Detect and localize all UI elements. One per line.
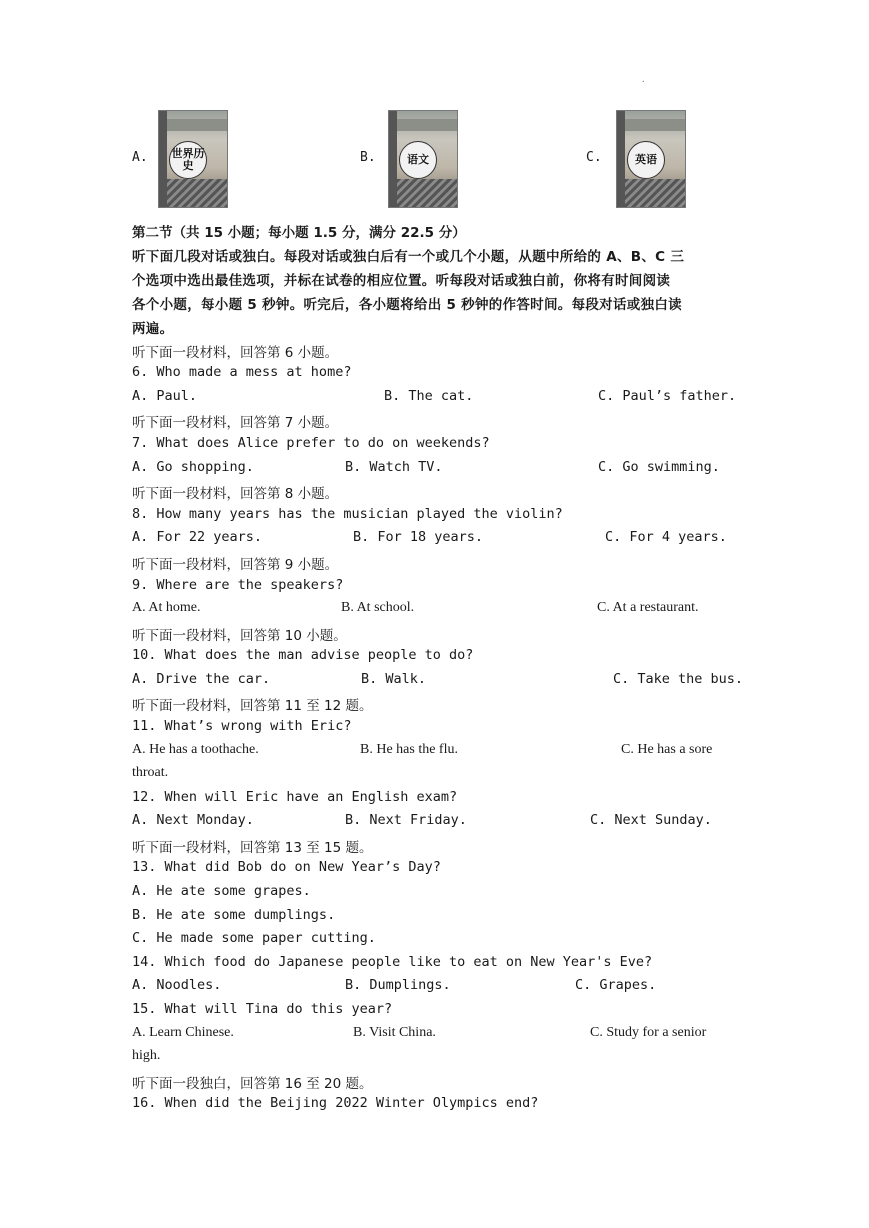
picture-options [0,108,869,213]
material-label: 听下面一段材料，回答第 9 小题。 [132,557,339,573]
book-title: 世界历史 [169,141,207,179]
answer-option: B. He has the flu. [360,742,458,757]
question: 7. What does Alice prefer to do on weekends? [132,435,490,451]
answer-option: A. Paul. [132,388,198,404]
book-cover-chinese [388,110,458,208]
option-letter: A. [132,150,148,165]
instruction-line: 听下面几段对话或独白。每段对话或独白后有一个或几个小题，从题中所给的 A、B、C 三 [132,249,685,265]
material-label: 听下面一段材料，回答第 11 至 12 题。 [132,698,373,714]
question: 14. Which food do Japanese people like to eat on New Year's Eve? [132,954,653,970]
answer-option-continued: high. [132,1048,161,1063]
answer-option: C. He made some paper cutting. [132,930,376,946]
material-label: 听下面一段材料，回答第 10 小题。 [132,628,347,644]
instruction-line: 个选项中选出最佳选项，并标在试卷的相应位置。听每段对话或独白前，你将有时间阅读 [132,273,671,289]
answer-option: C. For 4 years. [605,529,727,545]
answer-option: B. Watch TV. [345,459,443,475]
answer-option: A. For 22 years. [132,529,263,545]
answer-option: B. The cat. [384,388,474,404]
answer-option: B. At school. [341,600,415,615]
answer-option: A. Noodles. [132,977,222,993]
answer-option: B. Visit China. [353,1025,436,1040]
answer-option: B. Next Friday. [345,812,467,828]
answer-option: C. Go swimming. [598,459,720,475]
instruction-line: 两遍。 [132,321,174,337]
answer-option: C. He has a sore [621,742,713,757]
answer-option: A. Learn Chinese. [132,1025,234,1040]
answer-option: C. Study for a senior [590,1025,707,1040]
answer-option: C. Grapes. [575,977,657,993]
answer-option: B. Walk. [361,671,427,687]
answer-option: B. He ate some dumplings. [132,907,336,923]
question: 16. When did the Beijing 2022 Winter Olympics end? [132,1095,539,1111]
book-title: 英语 [627,141,665,179]
material-label: 听下面一段独白，回答第 16 至 20 题。 [132,1076,373,1092]
answer-option: C. At a restaurant. [597,600,699,615]
material-label: 听下面一段材料，回答第 6 小题。 [132,345,339,361]
option-letter: C. [586,150,602,165]
material-label: 听下面一段材料，回答第 13 至 15 题。 [132,840,373,856]
answer-option-continued: throat. [132,765,169,780]
question: 8. How many years has the musician played the violin? [132,506,563,522]
answer-option: A. He ate some grapes. [132,883,311,899]
book-cover-world-history [158,110,228,208]
material-label: 听下面一段材料，回答第 7 小题。 [132,415,339,431]
instruction-line: 各个小题，每小题 5 秒钟。听完后，各小题将给出 5 秒钟的作答时间。每段对话或独白读 [132,297,682,313]
answer-option: A. He has a toothache. [132,742,259,757]
question: 11. What’s wrong with Eric? [132,718,352,734]
page-dot: . [642,74,645,85]
answer-option: B. Dumplings. [345,977,451,993]
section-heading: 第二节（共 15 小题；每小题 1.5 分，满分 22.5 分） [132,225,466,241]
question: 10. What does the man advise people to do? [132,647,474,663]
answer-option: C. Next Sunday. [590,812,712,828]
book-cover-english [616,110,686,208]
answer-option: B. For 18 years. [353,529,484,545]
answer-option: C. Paul’s father. [598,388,737,404]
book-title: 语文 [399,141,437,179]
answer-option: A. Go shopping. [132,459,254,475]
answer-option: C. Take the bus. [613,671,744,687]
question: 9. Where are the speakers? [132,577,344,593]
material-label: 听下面一段材料，回答第 8 小题。 [132,486,339,502]
option-letter: B. [360,150,376,165]
answer-option: A. Drive the car. [132,671,271,687]
question: 12. When will Eric have an English exam? [132,789,458,805]
question: 15. What will Tina do this year? [132,1001,393,1017]
question: 6. Who made a mess at home? [132,364,352,380]
answer-option: A. At home. [132,600,201,615]
answer-option: A. Next Monday. [132,812,254,828]
question: 13. What did Bob do on New Year’s Day? [132,859,441,875]
